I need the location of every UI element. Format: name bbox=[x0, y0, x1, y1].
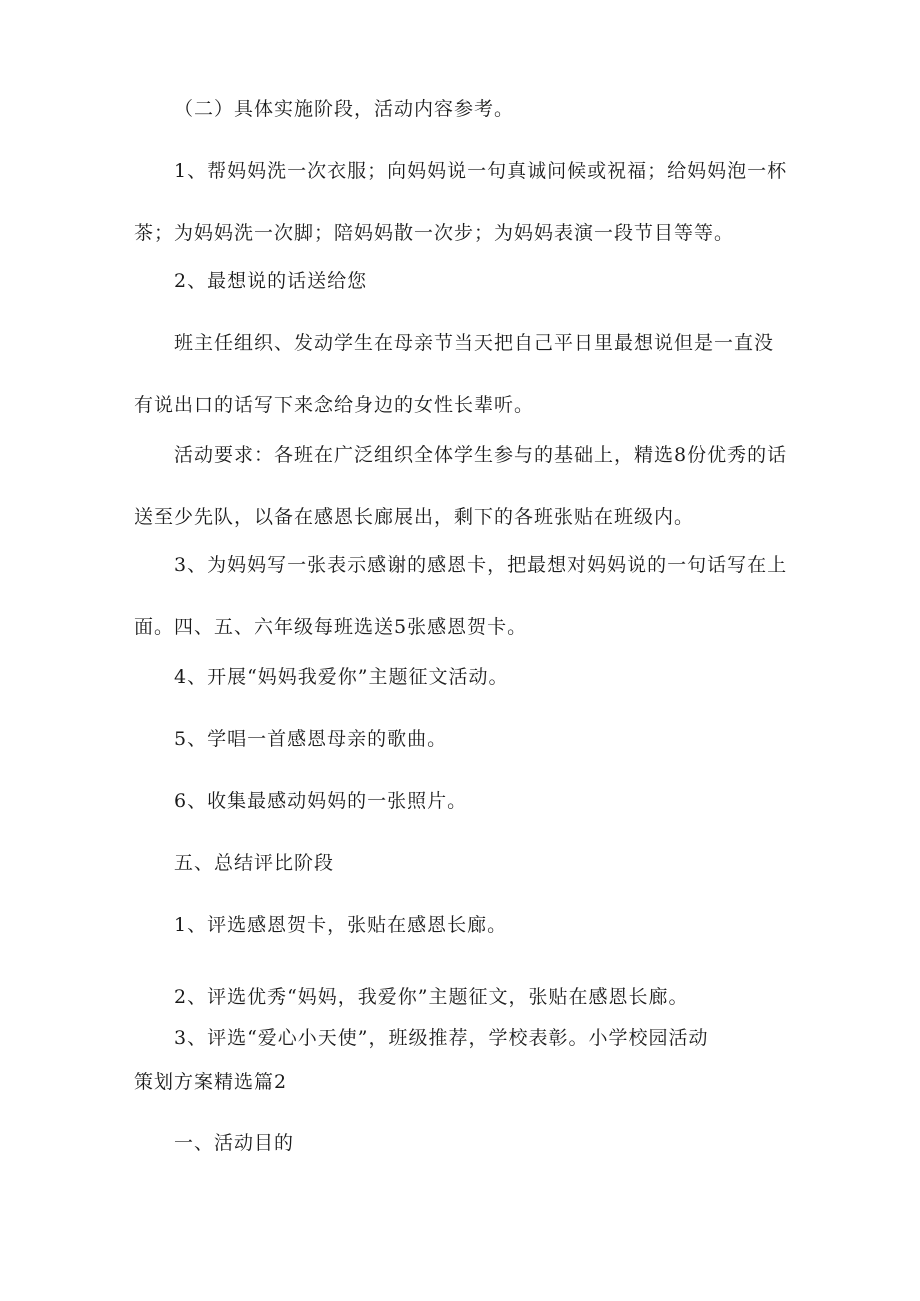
text-line: 策划方案精选篇2 bbox=[134, 1071, 288, 1093]
text-line: 2、最想说的话送给您 bbox=[174, 270, 368, 292]
paragraph-phase-heading bbox=[134, 78, 794, 140]
paragraph-item-3 bbox=[134, 534, 794, 658]
paragraph-section-one-heading bbox=[134, 1112, 794, 1174]
text-line: 1、评选感恩贺卡，张贴在感恩长廊。 bbox=[174, 914, 508, 936]
paragraph-summary-heading bbox=[134, 832, 794, 894]
text-line: 3、评选“爱心小天使”，班级推荐，学校表彰。小学校园活动 bbox=[174, 1027, 709, 1049]
text-line: 4、开展“妈妈我爱你”主题征文活动。 bbox=[174, 666, 509, 688]
paragraph-item-6 bbox=[134, 770, 794, 832]
paragraph-item-1 bbox=[134, 140, 794, 264]
text-line: 5、学唱一首感恩母亲的歌曲。 bbox=[174, 728, 448, 750]
text-line: 3、为妈妈写一张表示感谢的感恩卡，把最想对妈妈说的一句话写在上 bbox=[174, 554, 788, 576]
text-line: 班主任组织、发动学生在母亲节当天把自己平日里最想说但是一直没 bbox=[174, 332, 775, 354]
text-line: 6、收集最感动妈妈的一张照片。 bbox=[174, 790, 468, 812]
text-line: 2、评选优秀“妈妈，我爱你”主题征文，张贴在感恩长廊。 bbox=[174, 986, 689, 1008]
text-line: 1、帮妈妈洗一次衣服；向妈妈说一句真诚问候或祝福；给妈妈泡一杯 bbox=[174, 160, 788, 182]
paragraph-item-5 bbox=[134, 708, 794, 770]
paragraph-summary-item-3 bbox=[134, 1016, 794, 1104]
text-line: 面。四、五、六年级每班选送5张感恩贺卡。 bbox=[134, 616, 528, 638]
text-line: 茶；为妈妈洗一次脚；陪妈妈散一次步；为妈妈表演一段节目等等。 bbox=[134, 222, 735, 244]
paragraph-teacher-organize bbox=[134, 312, 794, 436]
text-line: 一、活动目的 bbox=[174, 1132, 295, 1154]
text-line: 有说出口的话写下来念给身边的女性长辈听。 bbox=[134, 394, 535, 416]
paragraph-item-2 bbox=[134, 250, 794, 312]
paragraph-summary-item-1 bbox=[134, 894, 794, 956]
text-line: 送至少先队，以备在感恩长廊展出，剩下的各班张贴在班级内。 bbox=[134, 506, 695, 528]
text-line: （二）具体实施阶段，活动内容参考。 bbox=[174, 98, 515, 120]
paragraph-item-4 bbox=[134, 646, 794, 708]
text-line: 五、总结评比阶段 bbox=[174, 852, 335, 874]
text-line: 活动要求：各班在广泛组织全体学生参与的基础上，精选8份优秀的话 bbox=[174, 444, 788, 466]
paragraph-activity-requirement bbox=[134, 424, 794, 548]
